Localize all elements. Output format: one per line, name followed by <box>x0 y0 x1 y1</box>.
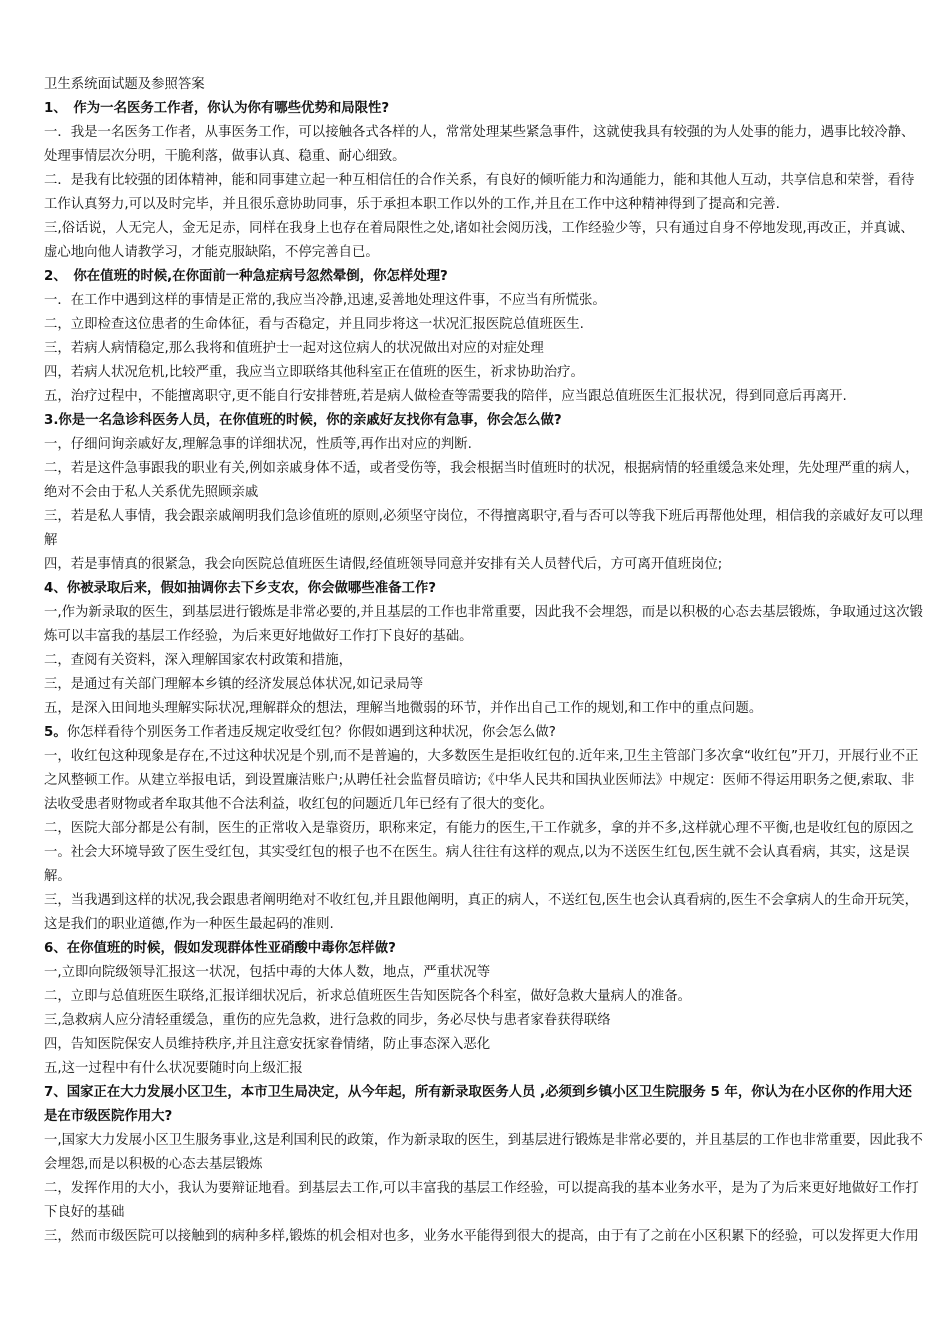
answer-paragraph: 三，然而市级医院可以接触到的病种多样,锻炼的机会相对也多，业务水平能得到很大的提高，由于有了之前在小区积累下的经验，可以发挥更大作用 <box>44 1229 919 1244</box>
answer-paragraph: 三，当我遇到这样的状况,我会跟患者阐明绝对不收红包,并且跟他阐明，真正的病人，不送红包,医生也会认真看病的,医生不会拿病人的生命开玩笑，这是我们的职业道德,作为一种医生最起码的准则. <box>44 893 919 932</box>
answer-paragraph: 一，收红包这种现象是存在,不过这种状况是个别,而不是普遍的，大多数医生是拒收红包的.近年来,卫生主管部门多次拿“收红包”开刀，开展行业不正之风整顿工作。从建立举报电话，到设置廉洁账户;从聘任社会监督员暗访;《中华人民共和国执业医师法》中规定：医师不得运用职务之便,索取、非法收受患者财物或者牟取其他不合法利益，收红包的问题近几年已经有了很大的变化。 <box>44 749 919 812</box>
document-body <box>44 97 924 1249</box>
answer-paragraph: 四，若是事情真的很紧急，我会向医院总值班医生请假,经值班领导同意并安排有关人员替代后，方可离开值班岗位; <box>44 557 723 572</box>
answer-paragraph: 三,急救病人应分清轻重缓急，重伤的应先急救，进行急救的同步，务必尽快与患者家眷获得联络 <box>44 1013 611 1028</box>
answer-paragraph: 三，若是私人事情，我会跟亲戚阐明我们急诊值班的原则,必须坚守岗位，不得擅离职守,看与否可以等我下班后再帮他处理，相信我的亲戚好友可以理解 <box>44 509 923 548</box>
question-heading: 7、国家正在大力发展小区卫生，本市卫生局决定，从今年起，所有新录取医务人员 ,必须到乡镇小区卫生院服务 5 年，你认为在小区你的作用大还是在市级医院作用大? <box>44 1085 912 1124</box>
answer-paragraph: 一．我是一名医务工作者，从事医务工作，可以接触各式各样的人，常常处理某些紧急事件，这就使我具有较强的为人处事的能力，遇事比较冷静、处理事情层次分明，干脆利落，做事认真、稳重、耐心细致。 <box>44 125 915 164</box>
question-text: 你怎样看待个别医务工作者违反规定收受红包？你假如遇到这种状况，你会怎么做? <box>66 725 556 740</box>
document-page <box>44 73 924 1249</box>
answer-paragraph: 一,作为新录取的医生，到基层进行锻炼是非常必要的,并且基层的工作也非常重要，因此我不会埋怨，而是以积极的心态去基层锻炼，争取通过这次锻炼可以丰富我的基层工作经验，为后来更好地做好工作打下良好的基础。 <box>44 605 923 644</box>
document-title: 卫生系统面试题及参照答案 <box>44 77 205 92</box>
answer-paragraph: 二，医院大部分都是公有制，医生的正常收入是靠资历，职称来定，有能力的医生,干工作就多，拿的并不多,这样就心理不平衡,也是收红包的原因之一。社会大环境导致了医生受红包，其实受红包的根子也不在医生。病人往往有这样的观点,以为不送医生红包,医生就不会认真看病，其实，这是误解。 <box>44 821 914 884</box>
question-heading <box>44 721 924 745</box>
answer-paragraph: 二，发挥作用的大小，我认为要辩证地看。到基层去工作,可以丰富我的基层工作经验，可以提高我的基本业务水平，是为了为后来更好地做好工作打下良好的基础 <box>44 1181 919 1220</box>
answer-paragraph: 五，是深入田间地头理解实际状况,理解群众的想法，理解当地微弱的环节，并作出自己工作的规划,和工作中的重点问题。 <box>44 701 763 716</box>
answer-paragraph: 三，是通过有关部门理解本乡镇的经济发展总体状况,如记录局等 <box>44 677 424 692</box>
question-heading: 2、 你在值班的时候,在你面前一种急症病号忽然晕倒，你怎样处理? <box>44 269 448 284</box>
answer-paragraph: 二，查阅有关资料，深入理解国家农村政策和措施， <box>44 653 352 668</box>
answer-paragraph: 一,立即向院级领导汇报这一状况，包括中毒的大体人数，地点，严重状况等 <box>44 965 491 980</box>
answer-paragraph: 四，若病人状况危机,比较严重，我应当立即联络其他科室正在值班的医生，祈求协助治疗。 <box>44 365 584 380</box>
answer-paragraph: 二，若是这件急事跟我的职业有关,例如亲戚身体不适，或者受伤等，我会根据当时值班时的状况，根据病情的轻重缓急来处理，先处理严重的病人，绝对不会由于私人关系优先照顾亲戚 <box>44 461 919 500</box>
answer-paragraph: 二，立即检查这位患者的生命体征，看与否稳定，并且同步将这一状况汇报医院总值班医生. <box>44 317 584 332</box>
answer-paragraph: 四，告知医院保安人员维持秩序,并且注意安抚家眷情绪，防止事态深入恶化 <box>44 1037 491 1052</box>
answer-paragraph: 一．在工作中遇到这样的事情是正常的,我应当冷静,迅速,妥善地处理这件事，不应当有所慌张。 <box>44 293 606 308</box>
answer-paragraph: 一，仔细问询亲戚好友,理解急事的详细状况，性质等,再作出对应的判断. <box>44 437 472 452</box>
answer-paragraph: 三，若病人病情稳定,那么我将和值班护士一起对这位病人的状况做出对应的对症处理 <box>44 341 544 356</box>
question-heading: 3.你是一名急诊科医务人员，在你值班的时候，你的亲戚好友找你有急事，你会怎么做? <box>44 413 562 428</box>
answer-paragraph: 三,俗话说，人无完人，金无足赤，同样在我身上也存在着局限性之处,诸如社会阅历浅，工作经验少等，只有通过自身不停地发现,再改正，并真诚、虚心地向他人请教学习，才能克服缺陷，不停完善自已。 <box>44 221 914 260</box>
answer-paragraph: 五，治疗过程中，不能擅离职守,更不能自行安排替班,若是病人做检查等需要我的陪伴，应当跟总值班医生汇报状况，得到同意后再离开. <box>44 389 847 404</box>
answer-paragraph: 五,这一过程中有什么状况要随时向上级汇报 <box>44 1061 303 1076</box>
question-heading: 4、你被录取后来，假如抽调你去下乡支农，你会做哪些准备工作? <box>44 581 437 596</box>
question-heading: 6、在你值班的时候，假如发现群体性亚硝酸中毒你怎样做? <box>44 941 396 956</box>
answer-paragraph: 二，立即与总值班医生联络,汇报详细状况后，祈求总值班医生告知医院各个科室，做好急救大量病人的准备。 <box>44 989 692 1004</box>
answer-paragraph: 一,国家大力发展小区卫生服务事业,这是利国利民的政策，作为新录取的医生，到基层进行锻炼是非常必要的，并且基层的工作也非常重要，因此我不会埋怨,而是以积极的心态去基层锻炼 <box>44 1133 923 1172</box>
answer-paragraph: 二．是我有比较强的团体精神，能和同事建立起一种互相信任的合作关系，有良好的倾听能力和沟通能力，能和其他人互动，共享信息和荣誉，看待工作认真努力,可以及时完毕，并且很乐意协助同事，乐于承担本职工作以外的工作,并且在工作中这种精神得到了提高和完善. <box>44 173 915 212</box>
question-number: 5。 <box>44 725 67 740</box>
question-heading: 1、 作为一名医务工作者，你认为你有哪些优势和局限性? <box>44 101 390 116</box>
